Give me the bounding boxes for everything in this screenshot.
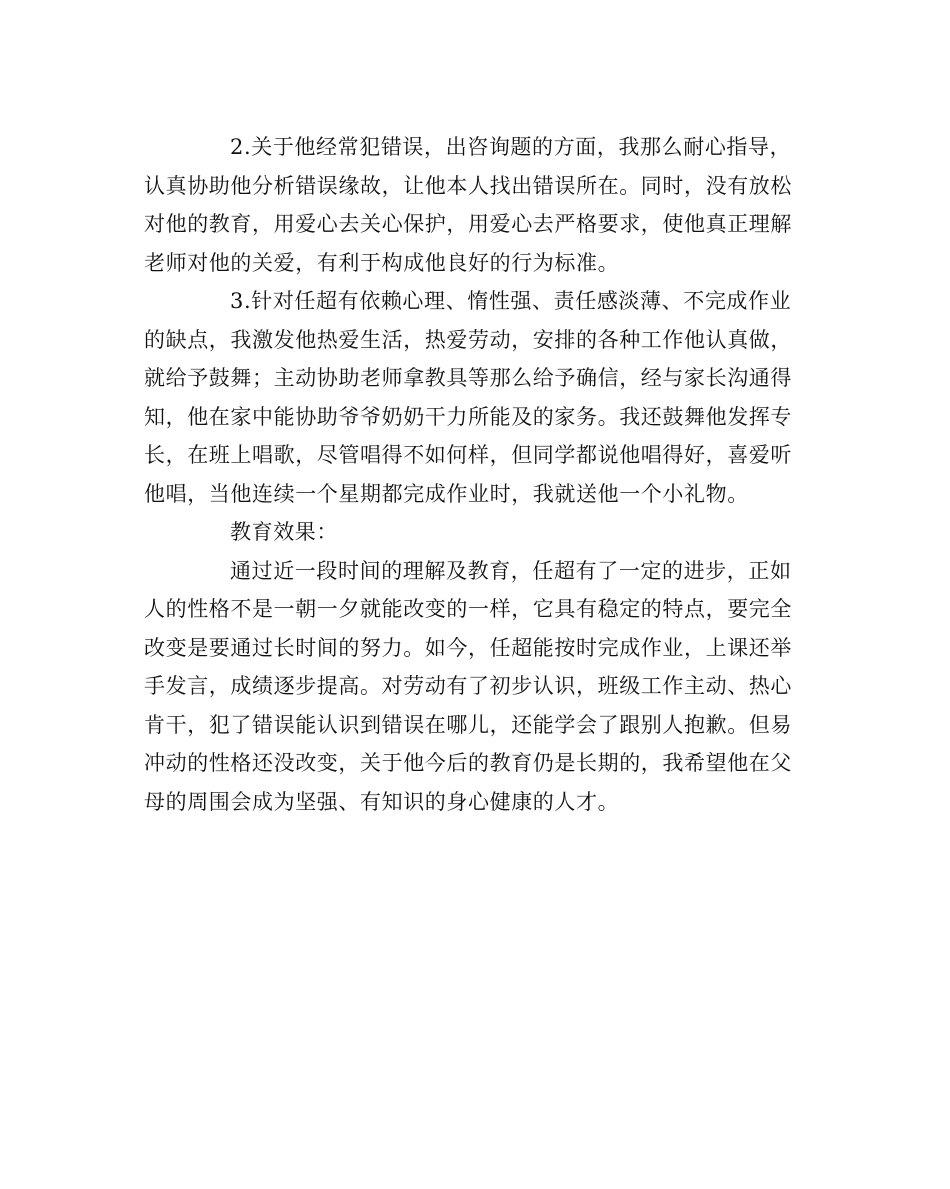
paragraph-line: 3.针对任超有依赖心理、惰性强、责任感淡薄、不完成作业: [230, 289, 792, 313]
paragraph-line: 长，在班上唱歌，尽管唱得不如何样，但同学都说他唱得好，喜爱听: [144, 443, 792, 467]
paragraph-2: [144, 128, 812, 282]
paragraph-line: 就给予鼓舞；主动协助老师拿教具等那么给予确信，经与家长沟通得: [144, 366, 792, 390]
paragraph-line: 老师对他的关爱，有利于构成他良好的行为标准。: [144, 250, 620, 275]
paragraph-line: 认真协助他分析错误缘故，让他本人找出错误所在。同时，没有放松: [144, 173, 792, 198]
paragraph-line: 知，他在家中能协助爷爷奶奶干力所能及的家务。我还鼓舞他发挥专: [144, 404, 792, 429]
paragraph-line: 他唱，当他连续一个星期都完成作业时，我就送他一个小礼物。: [144, 481, 749, 506]
paragraph-line: 人的性格不是一朝一夕就能改变的一样，它具有稳定的特点，要完全: [144, 597, 792, 621]
paragraph-line: 对他的教育，用爱心去关心保护，用爱心去严格要求，使他真正理解: [144, 212, 792, 236]
document-body: [144, 128, 812, 821]
paragraph-effect: [144, 552, 812, 822]
paragraph-line: 2.关于他经常犯错误，出咨询题的方面，我那么耐心指导，: [230, 135, 792, 159]
paragraph-line: 通过近一段时间的理解及教育，任超有了一定的进步，正如: [230, 558, 792, 583]
paragraph-3: [144, 282, 812, 513]
paragraph-line: 冲动的性格还没改变，关于他今后的教育仍是长期的，我希望他在父: [144, 751, 792, 775]
paragraph-line: 的缺点，我激发他热爱生活，热爱劳动，安排的各种工作他认真做，: [144, 327, 792, 352]
paragraph-line: 改变是要通过长时间的努力。如今，任超能按时完成作业，上课还举: [144, 635, 792, 660]
paragraph-line: 肯干，犯了错误能认识到错误在哪儿，还能学会了跟别人抱歉。但易: [144, 712, 792, 737]
paragraph-line: 母的周围会成为坚强、有知识的身心健康的人才。: [144, 789, 620, 814]
section-heading-effect: 教育效果：: [230, 520, 338, 544]
paragraph-line: 手发言，成绩逐步提高。对劳动有了初步认识，班级工作主动、热心: [144, 674, 792, 698]
